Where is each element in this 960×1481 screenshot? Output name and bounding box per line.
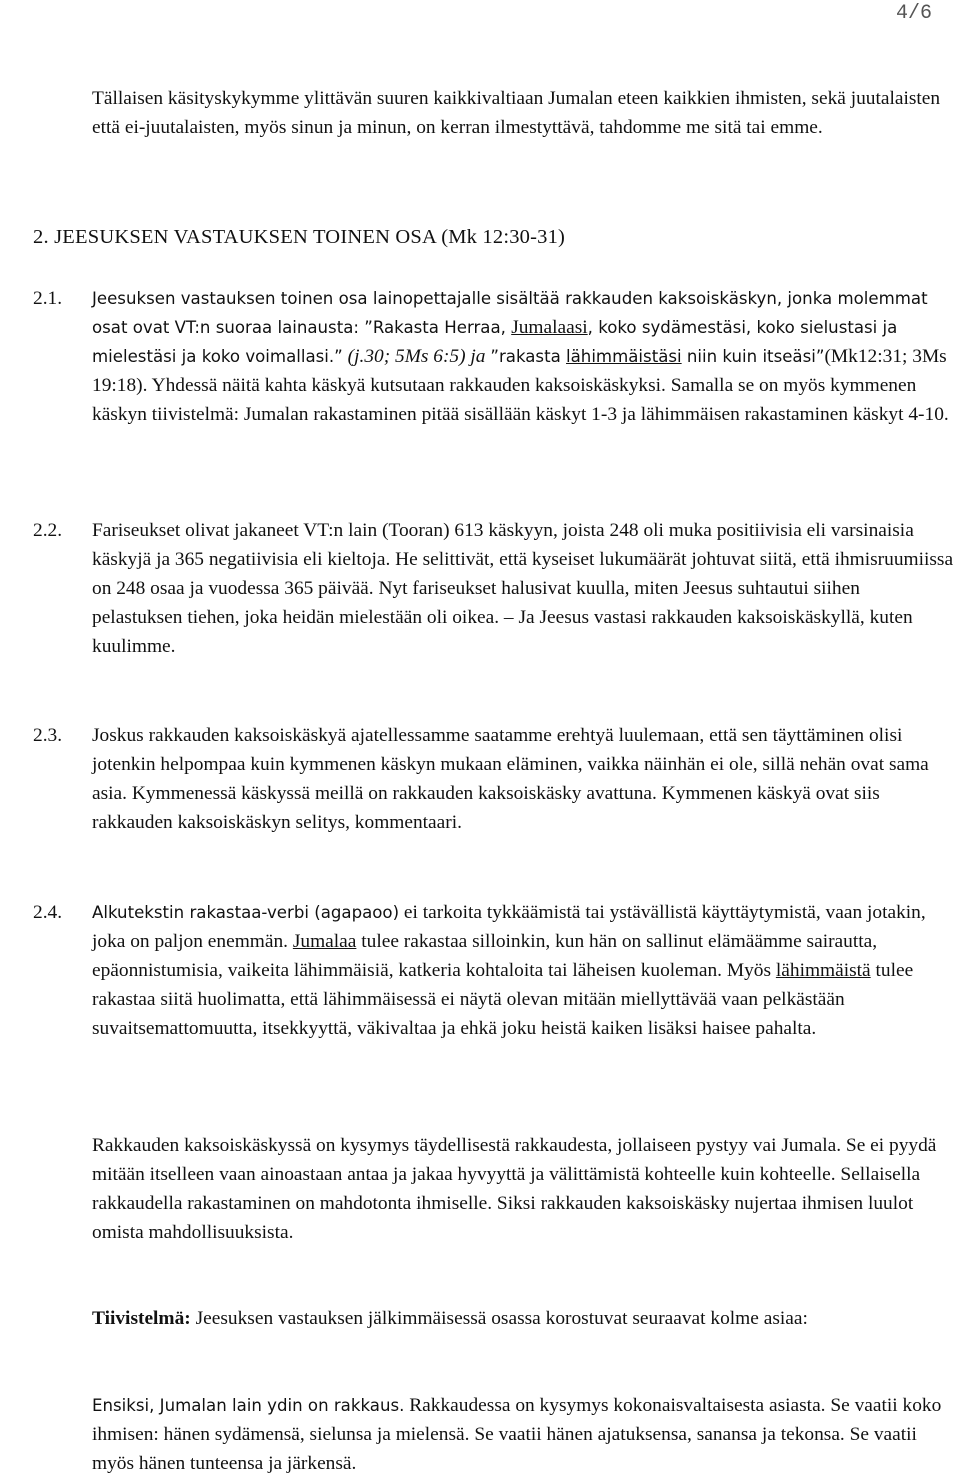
section-number: 2.2. (33, 520, 63, 541)
section-number: 2.3. (33, 725, 63, 746)
summary-text: Jeesuksen vastauksen jälkimmäisessä osassa korostuvat seuraavat kolme asiaa: (190, 1308, 808, 1329)
underlined-word: lähimmäistä (775, 960, 871, 981)
text-run: niin kuin itseäsi” (681, 347, 825, 366)
reference: (j.30; 5Ms 6:5) ja (347, 346, 486, 367)
summary-label: Tiivistelmä: (92, 1308, 191, 1329)
section-body (92, 898, 954, 1043)
section-body: Fariseukset olivat jakaneet VT:n lain (Tooran) 613 käskyyn, joista 248 oli muka positiivisia eli varsinaisia käskyjä ja 365 negatiivisia eli kieltoja. He selittivät, että kyseiset lukumäärät johtuvat siitä, että ihmisruumiissa on 248 osaa ja vuodessa 365 päivää. Nyt fariseukset halusivat kuulla, miten Jeesus suhtautui siihen pelastuksen tiehen, joka heidän mielestään oli oikea. – Ja Jeesus vastasi rakkauden kaksoiskäskyllä, kuten kuulimme. (92, 520, 954, 657)
text-run: , koko sydämestäsi, koko sielustasi ja mielestäsi ja koko voimallasi.” (92, 318, 898, 366)
section-2-2 (33, 516, 954, 661)
text-run: tulee rakastaa silloinkin, kun hän on sallinut elämäämme sairautta, epäonnistumisia, vaikeita lähimmäisiä, katkeria kohtaloita tai läheisen kuoleman. Myös (92, 931, 878, 981)
text-run: Rakkaudessa on kysymys kokonaisvaltaisesta asiasta. Se vaatii koko ihmisen: hänen sydämensä, sielunsa ja mielensä. Se vaatii hänen ajatuksensa, sanansa ja tekonsa. Se vaatii myös hänen tunteensa ja järkensä. (92, 1395, 942, 1474)
section-2-3 (33, 721, 954, 837)
intro-paragraph: Tällaisen käsityskykymme ylittävän suuren kaikkivaltiaan Jumalan eteen kaikkien ihmisten, sekä juutalaisten että ei-juutalaisten, myös sinun ja minun, on kerran ilmestyttävä, tahdomme me sitä tai emme. (92, 88, 941, 138)
section-number: 2.4. (33, 902, 63, 923)
summary-paragraph (92, 1304, 954, 1333)
text-run: ”rakasta (490, 347, 567, 366)
text-run: ei tarkoita tykkäämistä tai ystävällistä käyttäytymistä, vaan jotakin, joka on paljon enemmän. (92, 902, 926, 952)
underlined-word: Jumalaasi (511, 317, 588, 338)
section-number: 2.1. (33, 288, 63, 309)
text-run: Jeesuksen vastauksen toinen osa lainopettajalle sisältää rakkauden kaksoiskäskyn, jonka molemmat osat ovat VT:n suoraa lainausta: ”Rakasta Herraa, (92, 289, 928, 337)
section-heading: 2. JEESUKSEN VASTAUKSEN TOINEN OSA (Mk 12:30-31) (33, 226, 566, 248)
section-2-1 (33, 284, 954, 429)
page-number: 4/6 (895, 2, 932, 25)
reference: (Mk12:31; 3Ms 19:18). (92, 346, 947, 396)
underlined-word: Jumalaa (292, 931, 357, 952)
section-body (92, 284, 954, 429)
text-run: Alkutekstin rakastaa-verbi (agapaoo) (92, 903, 400, 922)
text-run: Ensiksi, Jumalan lain ydin on rakkaus. (92, 1396, 405, 1415)
text-run: Yhdessä näitä kahta käskyä kutsutaan rakkauden kaksoiskäskyksi. Samalla se on myös kymmenen käskyn tiivistelmä: Jumalan rakastaminen pitää sisällään käskyt 1-3 ja lähimmäisen rakastaminen käskyt 4-10. (92, 375, 949, 425)
text-run: tulee rakastaa siitä huolimatta, että lähimmäisessä ei näytä olevan mitään miellyttävää vaan pelkästään suvaitsemattomuutta, itsekkyyttä, väkivaltaa ja ehkä joku heistä kaiken lisäksi haisee pahalta. (92, 960, 914, 1039)
section-body: Joskus rakkauden kaksoiskäskyä ajatellessamme saatamme erehtyä luulemaan, että sen täyttäminen olisi jotenkin helpompaa kuin kymmenen käskyn mukaan eläminen, vaikka näinhän ei ole, sillä nehän ovat sama asia. Kymmenessä käskyssä meillä on rakkauden kaksoiskäsky avattuna. Kymmenen käskyä ovat siis rakkauden kaksoiskäskyn selitys, kommentaari. (92, 725, 929, 833)
love-paragraph: Rakkauden kaksoiskäskyssä on kysymys täydellisestä rakkaudesta, jollaiseen pystyy vai Jumala. Se ei pyydä mitään itselleen vaan ainoastaan antaa ja jakaa hyvyyttä ja välittämistä kohteelle kuin kohteelle. Sellaisella rakkaudella rakastaminen on mahdotonta ihmiselle. Siksi rakkauden kaksoiskäsky nujertaa ihmisen luulot omista mahdollisuuksista. (92, 1135, 937, 1243)
final-paragraph (92, 1391, 954, 1478)
underlined-word: lähimmäistäsi (566, 347, 682, 366)
section-2-4 (33, 898, 954, 1043)
